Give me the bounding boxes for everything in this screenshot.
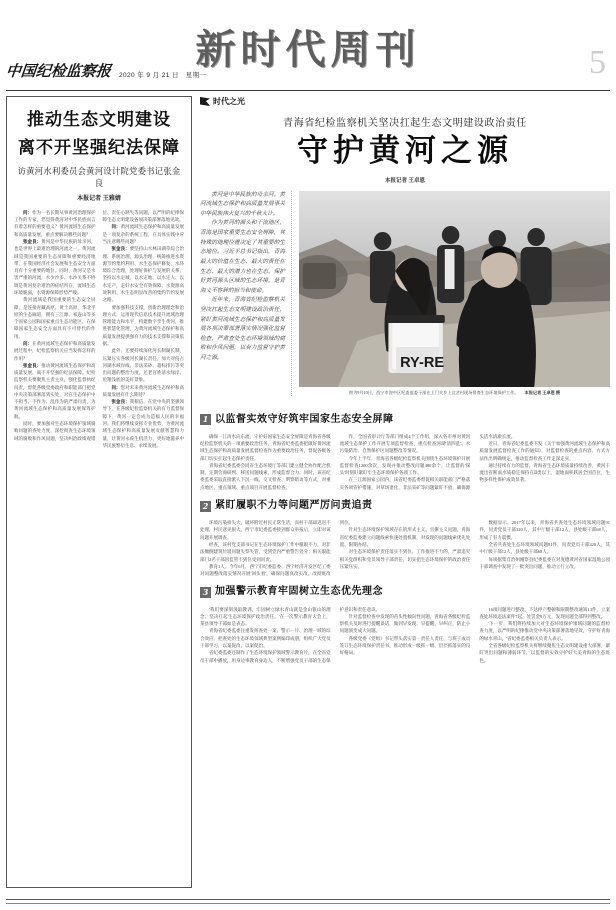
paragraph: 对生态环境保护责任落实不到位、工作推进不力的，严肃追究相关党组织和党员领导干部责任，切实把生态环境保护的政治责任压紧压实。 bbox=[339, 549, 471, 569]
paragraph: 作为黄河的源头和干流地区，青海是国家重要生态安全屏障，其特殊的地理位置决定了其重要的生态地位。习近平总书记指出，青海最大的价值在生态、最大的责任在生态、最大的潜力也在生态。保护好黄河源头区域的生态环境，是青海义不容辞的担当和使命。 bbox=[200, 220, 285, 294]
issue-date: 2020 年 9 月 21 日 星期一 bbox=[119, 72, 207, 79]
triangle-flag-icon bbox=[200, 97, 210, 106]
paragraph: 问：在黄河流域生态保护和高质量发展过程中，纪检监察机关应当发挥怎样的作用？ bbox=[14, 340, 96, 361]
section-tag bbox=[200, 96, 610, 107]
main-kicker: 青海省纪检监察机关坚决扛起生态文明建设政治责任 bbox=[283, 118, 527, 129]
masthead-logo-row bbox=[6, 60, 206, 81]
paragraph: 近年来，青海省纪检监察机关坚决扛起生态文明建设政治责任，紧盯黄河流域生态保护和高质量发展各项决策部署落实情况强化监督检查，严肃查处生态环境领域的腐败和作风问题，以有力监督守护黄河之源。 bbox=[200, 297, 285, 361]
left-article-title-line2: 离不开坚强纪法保障 bbox=[18, 138, 180, 159]
paragraph: 问：作为一名长期从事黄河治理保护工作的专家，您觉得黄河对中华民族而言有着怎样的重要意义？黄河流域生态保护和高质量发展，重点要解决哪些问题？ bbox=[14, 209, 96, 237]
paragraph: 16项问题进行整改，下达停产整顿和限期整改通知13件，立案查处环境违法案件7起，处罚金9万元，发现问题全部得到整改。 bbox=[479, 606, 610, 619]
article-photo bbox=[299, 191, 610, 387]
main-headline: 守护黄河之源 bbox=[297, 133, 513, 169]
photo-caption bbox=[299, 390, 610, 396]
paragraph: 近日，青海省纪委监委下发《关于加强黄河流域生态保护和高质量发展监督检查工作的通知》，对监督检查的重点内容、方式方法作出明确规定，推动监督检查工作走深走实。 bbox=[479, 440, 610, 461]
paragraph: 黄河流域是我国重要的生态安全屏障，是连接青藏高原、黄土高原、华北平原的生态廊道，拥有三江源、祁连山等多个国家公园和国家重点生态功能区，在保障国家生态安全方面具有不可替代的作用。 bbox=[14, 297, 96, 339]
paragraph: 张金良：推动黄河流域生态保护和高质量发展，离不开坚强的纪法保障。纪检监察机关要聚焦主责主业，强化监督执纪问责，督促各级党委政府和职能部门把党中央决策部署落到实处，对在生态保护中不担当、不作为、乱作为的严肃问责，为黄河流域生态保护和高质量发展保驾护航。 bbox=[14, 362, 96, 419]
paragraph: 经查，该村党支部书记在生态环境保护工作中履职不力，对非法倾倒建筑垃圾问题失察失管，受到党内严重警告处分；相关职能部门2名干部因监管不到位受到问责。 bbox=[200, 541, 331, 562]
paragraph: 张金良：我相信，在党中央的坚强领导下，在各级纪检监察机关的有力监督保障下，黄河一定会成为造福人民的幸福河。我们将继续发挥专业优势，为黄河流域生态保护和高质量发展贡献智慧和力量，让黄河永葆生机活力，更好地滋养中华民族繁衍生息、永续发展。 bbox=[102, 399, 184, 448]
masthead-rule bbox=[6, 90, 610, 91]
left-article-body bbox=[14, 209, 184, 881]
paragraph: 青海省纪委监委会同省生态环境厅等部门建立健全协作配合机制，定期会商研判、移送问题线索，形成监督合力。同时，该省纪委监委采取直接派人下沉一线、交叉检查、明察暗访等方式，对重点地区、重点领域、重点项目开展监督检查。 bbox=[200, 462, 331, 490]
paragraph: 数据显示，2017年以来，青海省共查处生态环境领域问题91件，问责党员干部320人，其中厅级干部12人、县处级干部68人，形成了有力震慑。 bbox=[479, 520, 610, 540]
section-number: 2 bbox=[200, 501, 211, 512]
paragraph: 要加强科技支撑，创新治理理念和治理方式，运用现代信息技术提升流域治理管理能力和水平，构建数字孪生黄河，推进智慧化管理，为黄河流域生态保护和高质量发展提供强有力的技术支撑和决策依据。 bbox=[102, 304, 184, 346]
paragraph: 黄河是中华民族的母亲河。黄河流域生态保护和高质量发展事关中华民族伟大复兴的千秋大计。 bbox=[200, 191, 285, 217]
section-heading bbox=[200, 412, 610, 428]
section-title: 紧盯履职不力等问题严厉问责追责 bbox=[215, 499, 373, 511]
footer-rule-bottom bbox=[6, 903, 610, 904]
main-article bbox=[192, 96, 610, 888]
paragraph: 问：您对未来黄河流域生态保护和高质量发展有什么期待？ bbox=[102, 384, 184, 397]
main-byline: 本报记者 王卓恩 bbox=[384, 177, 426, 184]
paragraph: 省纪委监委还制作了生态环境保护领域警示教育片，在全省党员干部中播放，用身边事教育身边人，不断增强党员干部的生态保护意识和责任意识。 bbox=[200, 606, 381, 663]
paragraph: 针对生态环境保护领域存在的形式主义、官僚主义问题，青海省纪委监委建立问题线索快速处置机制，对发现的问题线索优先处置、限期办结。 bbox=[339, 527, 471, 547]
page-number: 5 bbox=[589, 44, 606, 81]
left-interview-article bbox=[6, 96, 192, 888]
paragraph: 今年上半年，青海省各级纪检监察机关围绕生态环境保护开展监督检查1200余次，发现并推动整改问题480余个，让监督的'探头'时刻盯紧盯牢生态环境保护各项工作。 bbox=[339, 455, 471, 476]
footer-rule-top bbox=[6, 899, 610, 900]
paragraph: 同时，要加强对生态环境保护领域腐败问题的查处力度，深挖彻查生态环境领域的腐败和作风问题，坚决纠治政绩观错位、责任心缺失等问题，以严明的纪律保障生态文明建设各项决策部署落地见效。 bbox=[14, 209, 184, 441]
section-number: 3 bbox=[200, 587, 211, 598]
paragraph: 此外，还要持续深化河长制湖长制，压紧压实各级河长湖长责任，加大对侵占河湖水域岸线、非法采砂、超标排污等突出问题的整治力度，还老百姓清水绿岸、鱼翔浅底的美好景象。 bbox=[102, 348, 184, 383]
lead-and-photo-row bbox=[200, 191, 610, 396]
paragraph: 针对监督检查中发现的苗头性倾向性问题，青海省各级纪检监察机关及时进行提醒谈话，做到早发现、早提醒、早纠正，防止小问题演变成大问题。 bbox=[339, 613, 471, 634]
left-article-title-line1: 推动生态文明建设 bbox=[27, 110, 171, 130]
paragraph: 全省各级纪检监察机关将继续聚焦生态文明建设重大部署，紧盯突出问题和薄弱环节，以监督的实效守护好大美青海的生态底色。 bbox=[479, 642, 610, 663]
paragraph: 张金良：黄河是中华民族的母亲河，也是世界上最难治理的河流之一。黄河流域是我国重要的生态屏障和重要经济地带，在我国经济社会发展和生态安全方面具有十分重要的地位。同时，黄河又是水害严重的河流，水少沙多、水沙关系不协调是黄河复杂难治的症结所在，流域生态环境脆弱，水资源保障形势严峻。 bbox=[14, 239, 96, 295]
paragraph: 全省共查处生态环境领域问题91件，问责党员干部320人，其中厅级干部12人，县处级干部68人。 bbox=[479, 541, 610, 555]
paragraph: 确保一江清水向东流，守护好国家生态安全屏障是青海省各级纪检监察机关的一项重要政治任务。青海省纪委监委把做好黄河流域生态保护和高质量发展监督检查作为重要政治任务，督促各级各部门切实扛起生态保护责任。 bbox=[200, 433, 331, 461]
page-content bbox=[6, 96, 610, 888]
paragraph: 环境污染损失大，破坏附近村民正常生活，而村干部却迟迟不处理，村民意见很大。西宁市纪委监委接到群众举报后，立即对该问题开展调查。 bbox=[200, 520, 331, 540]
main-article-columns bbox=[200, 405, 610, 888]
section-tag-label: 时代之光 bbox=[213, 97, 245, 106]
svg-text:RY-RE: RY-RE bbox=[400, 354, 445, 371]
left-article-byline: 本报记者 王雅婧 bbox=[77, 195, 121, 202]
paragraph: 各级党委（党组）书记带头落实第一责任人责任，与班子成员签订生态环境保护责任书，推动形成一级抓一级、层层抓落实的良好格局。 bbox=[339, 635, 471, 656]
paragraph: '下一步，我们将持续加大对生态环境保护领域问题的监督检查力度，以严明的纪律推动党中央决策部署落地见效，守护好青海的绿水青山。'省纪委监委相关负责人表示。 bbox=[479, 621, 610, 641]
paragraph: 每项据集自治州刚察县纪委监委在对度德黄河省国家湿地公园干部调查中发现了一批突出问题，推动立行立改。 bbox=[479, 556, 610, 569]
paragraph: 青海省纪委监委注重发挥查处一案、警示一片、治理一域的综合效应，把查处的生态环境领域典型案例编印成册，组织广大党员干部学习，以案促改、以案促治。 bbox=[200, 628, 331, 648]
photo-block bbox=[299, 191, 610, 396]
photo-caption-text: 图为9月10日，西宁市湟中区纪委监委干部在上门关乡上汶岔村现场督查生态环境保护工作。 bbox=[348, 389, 519, 395]
paragraph: 教育1人。今年6月，西宁市纪委监委、西宁经济开发区纪工委对问题整改落实情况开展'回头看'，确保问题真改实改、改彻底改到位。 bbox=[200, 520, 354, 577]
section-title: 以监督实效守好筑牢国家生态安全屏障 bbox=[215, 413, 394, 425]
paragraph: 问：黄河流域生态保护和高质量发展是一项复杂的系统工程，在具体实践中应当注意哪些问题？ bbox=[102, 224, 184, 244]
paragraph: '我们要深刻汲取教训，牢固树立绿水青山就是金山银山的理念，坚决扛起生态环境保护政治责任。'在一次警示教育大会上，某县领导干部如是表态。 bbox=[200, 606, 331, 627]
photo-credit: 本报记者 王卓恩 摄 bbox=[524, 389, 561, 395]
section-title: 加强警示教育牢固树立生态优先理念 bbox=[215, 586, 383, 598]
paper-logo: 中国纪检监察报 bbox=[5, 62, 112, 80]
paragraph: 张金良：要坚持山水林田湖草综合治理、系统治理、源头治理，统筹推进水资源节约集约利用、水生态保护修复、水环境综合治理，处理好保护与发展的关系，坚持以水定城、以水定地、以水定人、以水定产，走好水安全有效保障、水资源高效利用、水生态明显改善的集约节约发展之路。 bbox=[102, 246, 184, 303]
lead-paragraph-column bbox=[200, 191, 292, 396]
supplement-title: 新时代周刊 bbox=[195, 26, 421, 73]
paragraph: 在三江源国家公园内，该省纪委监委督促相关职能部门严格落实各项管护措施，对草场退化、非法采矿等问题紧盯不放，确保源头活水清澈长流。 bbox=[339, 433, 516, 490]
section-heading bbox=[200, 498, 610, 514]
section-heading bbox=[200, 584, 610, 600]
section-number: 1 bbox=[200, 414, 211, 425]
paragraph: 通过持续有力的监督，青海省生态环境质量持续改善，黄河干流出省断面水质稳定保持在Ⅱ类以上，湿地面积跃居全国首位，生物多样性保护成效显著。 bbox=[479, 462, 610, 483]
left-article-subtitle: 访黄河水利委员会黄河设计院党委书记张金良 bbox=[17, 166, 181, 188]
masthead bbox=[0, 0, 616, 92]
paragraph: 作，全国省审计厅等部门组成4个工作组，深入各市州对黄河流域生态保护工作开展专项监督检查，重点检查河湖'清四乱'、水污染防治、自然保护区问题整改等情况。 bbox=[339, 433, 471, 454]
